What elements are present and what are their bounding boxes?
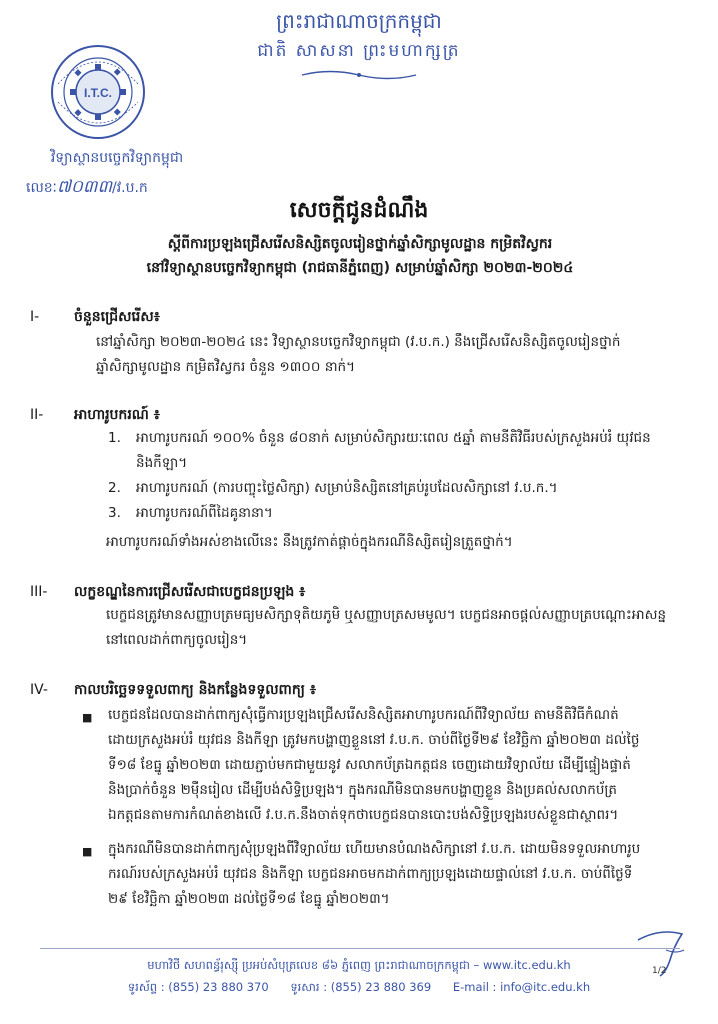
institute-seal-logo (38, 40, 158, 145)
flourish-ornament (300, 68, 418, 82)
section-3-text (106, 603, 686, 653)
section-4-bullets (82, 703, 692, 912)
institute-name: វិទ្យាស្ថានបច្ចេកវិទ្យាកម្ពុជា (50, 150, 184, 166)
bullet-item (82, 703, 692, 828)
email-address: E-mail : info@itc.edu.kh (452, 980, 591, 994)
document-title: សេចក្ដីជូនដំណឹង (289, 198, 429, 223)
subtitle-line-2: នៅវិទ្យាស្ថានបច្ចេកវិទ្យាកម្ពុជា (រាជធានីភ្នំពេញ) សម្រាប់ឆ្នាំសិក្សា ២០២៣-២០២៤ (146, 260, 574, 276)
scholarship-list (108, 426, 688, 526)
item-number: 1. (108, 430, 121, 446)
bullet-line: បេក្ខជនដែលបានដាក់ពាក្យសុំធ្វើការប្រឡងជ្រើសរើសនិស្សិតអាហារូបករណ៍ពីវិទ្យាល័យ តាមនីតិវិធីកំណត់ (108, 707, 619, 723)
section-number: III- (30, 584, 48, 600)
item-line: អាហារូបករណ៍ (ការបញ្ចុះថ្លៃសិក្សា) សម្រាប់និស្សិតនៅគ្រប់រូបដែលសិក្សានៅ វ.ប.ក.។ (136, 480, 558, 496)
section-number: II- (30, 407, 44, 423)
section-number: IV- (30, 682, 48, 698)
item-number: 3. (108, 505, 121, 521)
kingdom-heading: ព្រះរាជាណាចក្រកម្ពុជា (276, 9, 442, 33)
bullet-line: ២៩ ខែវិច្ឆិកា ឆ្នាំ២០២៣ ដល់ថ្ងៃទី១៨ ខែធ្នូ ឆ្នាំ២០២៣។ (108, 891, 390, 907)
page-number: 1/2 (652, 966, 667, 976)
section-1-text (96, 330, 686, 380)
subtitle-line-1: ស្ដីពីការប្រឡងជ្រើសរើសនិស្សិតចូលរៀនថ្នាក់ឆ្នាំសិក្សាមូលដ្ឋាន កម្រិតវិស្វករ (167, 236, 553, 252)
section-heading-3 (30, 582, 305, 603)
fax-number: (855) 23 880 369 (330, 980, 432, 994)
item-line: និងកីឡា។ (136, 455, 188, 471)
section-number: I- (30, 309, 40, 325)
text-line: ឆ្នាំសិក្សាមូលដ្ឋាន កម្រិតវិស្វករ ចំនួន ១៣០០ នាក់។ (96, 359, 356, 375)
bullet-line: ករណ៍របស់ក្រសួងអប់រំ យុវជន និងកីឡា បេក្ខជនអាចមកដាក់ពាក្យប្រឡងដោយផ្ទាល់នៅ វ.ប.ក. ចាប់ពីថ្ងៃទី (108, 866, 633, 882)
ref-handwritten-number: ៧០៣៣ (56, 177, 112, 197)
bullet-line: ដោយក្រសួងអប់រំ យុវជន និងកីឡា ត្រូវមកបង្ហាញខ្លួននៅ វ.ប.ក. ចាប់ពីថ្ងៃទី២៩ ខែវិច្ឆិកា ឆ្នាំ២០២៣ ដល់ថ្ងៃ (108, 732, 640, 748)
text-line: នៅពេលដាក់ពាក្យចូលរៀន។ (106, 632, 248, 648)
item-number: 2. (108, 480, 121, 496)
footer-contacts (0, 980, 718, 997)
footer-address: មហាវិថី សហពន្ធ័រុស្ស៊ី ប្រអប់សំបុត្រលេខ ៨៦ ភ្នំពេញ ព្រះរាជាណាចក្រកម្ពុជា – www.itc.edu.kh (147, 958, 571, 972)
section-heading-1 (30, 307, 160, 328)
section-label: ចំនួនជ្រើសរើស៖ (74, 309, 160, 325)
section-heading-2 (30, 405, 160, 426)
text-line: នៅឆ្នាំសិក្សា ២០២៣-២០២៤ នេះ វិទ្យាស្ថានបច្ចេកវិទ្យាកម្ពុជា (វ.ប.ក.) នឹងជ្រើសរើសនិស្សិតចូលរៀនថ្នាក់ (96, 334, 621, 350)
list-item (108, 426, 688, 476)
bullet-line: ឯកត្តជនតាមការកំណត់ខាងលើ វ.ប.ក.នឹងចាត់ទុកថាបេក្ខជនបានបោះបង់សិទ្ធិប្រឡងរបស់ខ្លួនជាស្ថាពរ។ (108, 807, 619, 823)
text-line: បេក្ខជនត្រូវមានសញ្ញាបត្រមធ្យមសិក្សាទុតិយភូមិ ឬសញ្ញាបត្រសមមូល។ បេក្ខជនអាចផ្ដល់សញ្ញាបត្របណ្ដោះអាសន្ន (106, 607, 667, 623)
section-label: កាលបរិច្ឆេទទទួលពាក្យ និងកន្លែងទទួលពាក្យ ៖ (74, 682, 316, 698)
item-line: អាហារូបករណ៍ ១០០% ចំនួន ៨០នាក់ សម្រាប់សិក្សារយៈពេល ៥ឆ្នាំ តាមនីតិវិធីរបស់ក្រសួងអប់រំ យុវជន (136, 430, 651, 446)
scholarship-note: អាហារូបករណ៍ទាំងអស់ខាងលើនេះ នឹងត្រូវកាត់ផ្ដាច់ក្នុងករណីនិស្សិតរៀនត្រួតថ្នាក់។ (106, 534, 513, 550)
bullet-item (82, 837, 692, 912)
phone-number: (855) 23 880 370 (168, 980, 269, 994)
phone-label: ទូរស័ព្ទ : (127, 980, 165, 994)
section-label: អាហារូបករណ៍ ៖ (74, 407, 160, 423)
bullet-icon: ■ (82, 845, 93, 858)
list-item (108, 501, 688, 526)
bullet-icon: ■ (82, 711, 93, 724)
footer-divider (40, 948, 680, 949)
svg-text:I.T.C.: I.T.C. (83, 86, 113, 100)
list-item (108, 476, 688, 501)
item-line: អាហារូបករណ៍ពីដៃគូនានា។ (136, 505, 273, 521)
bullet-line: ក្នុងករណីមិនបានដាក់ពាក្យសុំប្រឡងពីវិទ្យាល័យ ហើយមានបំណងសិក្សានៅ វ.ប.ក. ដោយមិនទទួលអាហារូប (108, 841, 641, 857)
bullet-line: និងប្រាក់ចំនួន ២ម៉ឺនរៀល ដើម្បីបង់សិទ្ធិប្រឡង។ ក្នុងករណីមិនបានមកបង្ហាញខ្លួន និងប្រគល់សលាកប័ត្រ (108, 782, 617, 798)
fax-label: ទូរសារ : (290, 980, 328, 994)
section-heading-4 (30, 680, 316, 701)
ref-prefix: លេខៈ (26, 180, 57, 196)
ref-suffix: /វ.ប.ក (111, 180, 148, 196)
section-label: លក្ខខណ្ឌនៃការជ្រើសរើសជាបេក្ខជនប្រឡង ៖ (74, 584, 306, 600)
national-motto: ជាតិ សាសនា ព្រះមហាក្សត្រ (257, 41, 461, 61)
bullet-line: ទី១៨ ខែធ្នូ ឆ្នាំ២០២៣ ដោយភ្ជាប់មកជាមួយនូវ សលាកប័ត្រឯកត្តជន ចេញដោយវិទ្យាល័យ ដើម្បីផ្ទៀងផ្ទាត់ (108, 757, 631, 773)
